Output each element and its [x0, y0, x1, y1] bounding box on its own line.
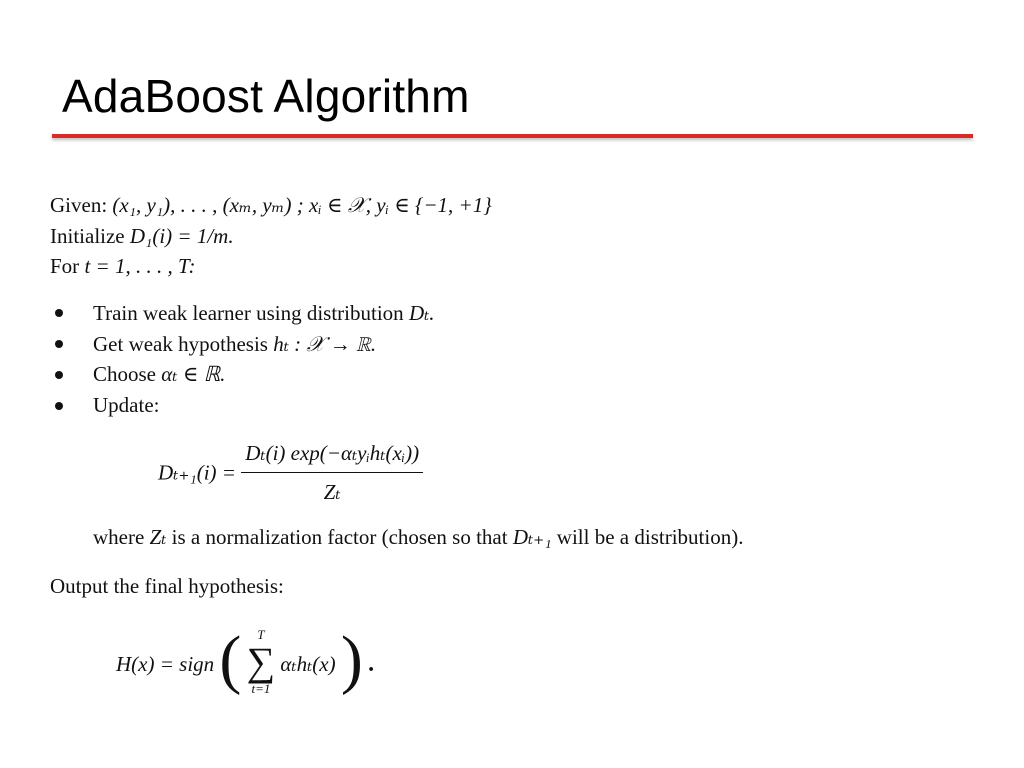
right-paren: )	[340, 623, 363, 697]
given-label: Given:	[50, 193, 108, 217]
given-line	[50, 191, 492, 219]
where-text-3: will be a distribution).	[556, 525, 744, 549]
initialize-line	[50, 222, 234, 250]
where-math-1: Zₜ	[149, 525, 167, 549]
bullet-4-text: Update:	[93, 393, 160, 417]
bullet-2-math: hₜ : 𝒳 → ℝ.	[273, 332, 377, 356]
where-line	[93, 523, 743, 551]
where-text-2: is a normalization factor (chosen so that	[171, 525, 508, 549]
output-line: Output the final hypothesis:	[50, 574, 284, 598]
where-text-1: where	[93, 525, 145, 549]
update-lhs: Dₜ₊₁(i) =	[158, 460, 236, 485]
bullet-4	[93, 391, 159, 419]
given-expression: (x₁, y₁), . . . , (xₘ, yₘ) ; xᵢ ∈ 𝒳, yᵢ ∈ {−1, +1}	[112, 193, 492, 217]
initialize-label: Initialize	[50, 224, 125, 248]
final-lhs: H(x) = sign	[116, 652, 215, 677]
sum-symbol	[247, 628, 276, 696]
left-paren: (	[219, 623, 242, 697]
initialize-expression: D₁(i) = 1/m.	[129, 224, 234, 248]
update-fraction	[241, 436, 423, 509]
for-expression: t = 1, . . . , T:	[84, 254, 196, 278]
bullet-2-text: Get weak hypothesis	[93, 332, 268, 356]
for-line	[50, 252, 195, 280]
update-denominator: Zₜ	[323, 480, 341, 504]
update-numerator: Dₜ(i) exp(−αₜyᵢhₜ(xᵢ))	[241, 436, 423, 473]
bullet-3	[93, 360, 225, 388]
final-period: .	[368, 651, 375, 678]
where-math-2: Dₜ₊₁	[512, 525, 552, 549]
bullet-1-text: Train weak learner using distribution	[93, 301, 404, 325]
bullet-2	[93, 330, 376, 358]
sum-upper-limit: T	[257, 627, 265, 643]
sum-body: αₜhₜ(x)	[280, 652, 336, 677]
sigma-glyph: ∑	[246, 639, 276, 685]
slide-title: AdaBoost Algorithm	[62, 70, 470, 122]
bullet-1	[93, 299, 435, 327]
bullet-3-math: αₜ ∈ ℝ.	[161, 362, 226, 386]
for-label: For	[50, 254, 80, 278]
sum-lower-limit: t=1	[251, 681, 271, 697]
bullet-2-marker	[55, 340, 63, 348]
final-equation	[116, 622, 374, 704]
bullet-1-math: Dₜ.	[408, 301, 435, 325]
bullet-3-text: Choose	[93, 362, 156, 386]
bullet-3-marker	[55, 371, 63, 379]
bullet-1-marker	[55, 309, 63, 317]
update-equation	[158, 436, 423, 509]
bullet-4-marker	[55, 402, 63, 410]
